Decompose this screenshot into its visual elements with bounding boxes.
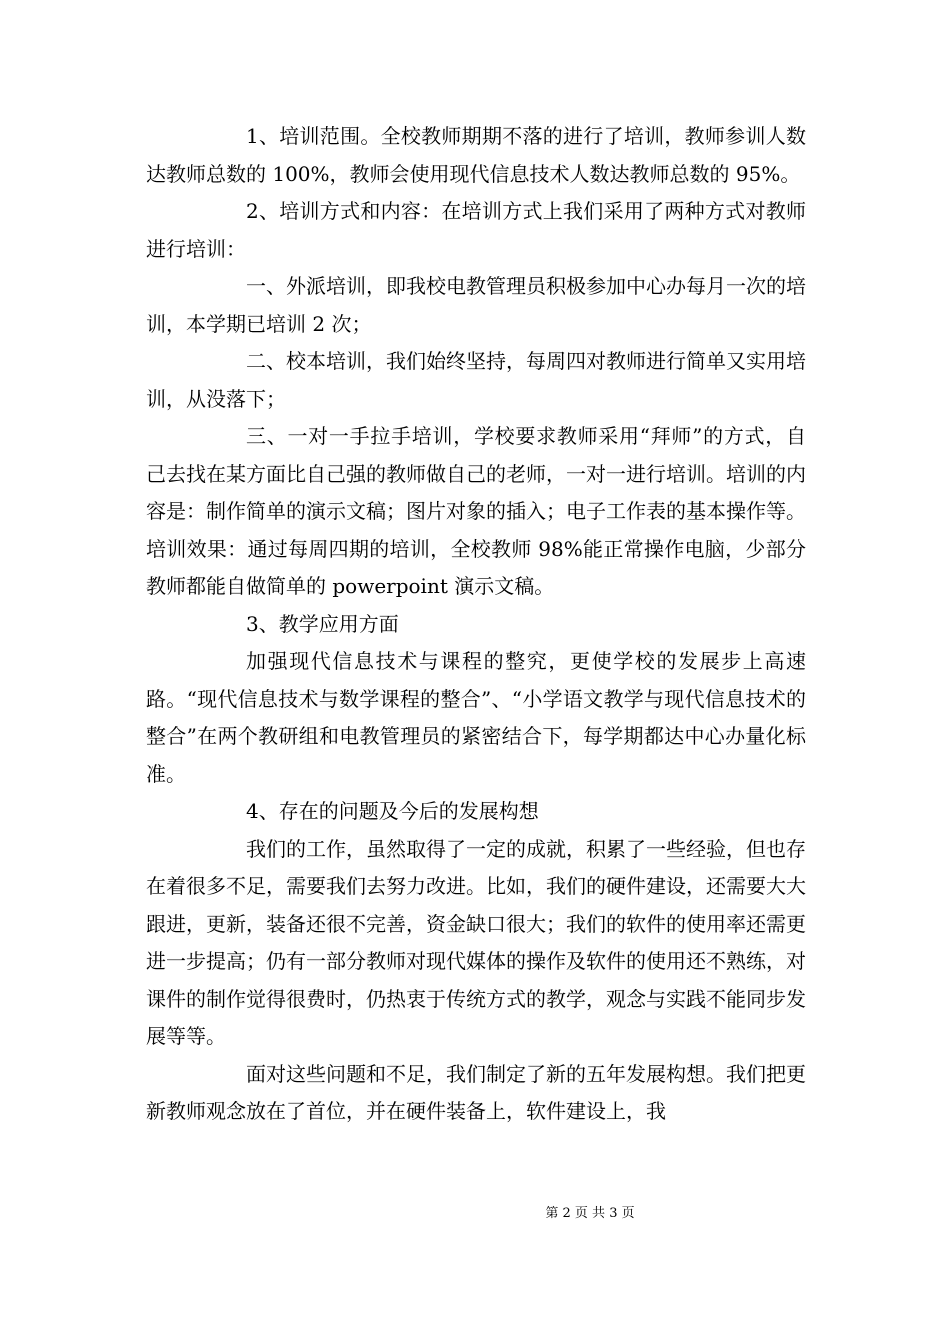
document-body <box>146 118 806 1131</box>
paragraph-training-scope: 1、培训范围。全校教师期期不落的进行了培训，教师参训人数达教师总数的 100%，教师会使用现代信息技术人数达教师总数的 95%。 <box>146 124 806 186</box>
paragraph-existing-problems: 我们的工作，虽然取得了一定的成就，积累了一些经验，但也存在着很多不足，需要我们去努力改进。比如，我们的硬件建设，还需要大大跟进，更新，装备还很不完善，资金缺口很大；我们的软件的使用率还需更进一步提高；仍有一部分教师对现代媒体的操作及软件的使用还不熟练，对课件的制作觉得很费时，仍热衷于传统方式的教学，观念与实践不能同步发展等等。 <box>146 836 806 1048</box>
heading-teaching-application: 3、教学应用方面 <box>246 611 399 636</box>
paragraph-five-year-plan: 面对这些问题和不足，我们制定了新的五年发展构想。我们把更新教师观念放在了首位，并在硬件装备上，软件建设上，我 <box>146 1061 806 1123</box>
page-indicator: 第 2 页 共 3 页 <box>545 1206 635 1221</box>
paragraph-one-on-one-training: 三、一对一手拉手培训，学校要求教师采用“拜师”的方式，自己去找在某方面比自己强的教师做自己的老师，一对一进行培训。培训的内容是：制作简单的演示文稿；图片对象的插入；电子工作表的基本操作等。培训效果：通过每周四期的培训，全校教师 98%能正常操作电脑，少部分教师都能自做简单的 powerpoint 演示文稿。 <box>146 424 806 598</box>
paragraph-curriculum-integration: 加强现代信息技术与课程的整究，更使学校的发展步上高速路。“现代信息技术与数学课程的整合”、“小学语文教学与现代信息技术的整合”在两个教研组和电教管理员的紧密结合下，每学期都达中心办量化标准。 <box>146 649 806 786</box>
paragraph-external-training: 一、外派培训，即我校电教管理员积极参加中心办每月一次的培训，本学期已培训 2 次； <box>146 274 806 336</box>
paragraph-school-training: 二、校本培训，我们始终坚持，每周四对教师进行简单又实用培训，从没落下； <box>146 349 806 411</box>
heading-problems-and-plans: 4、存在的问题及今后的发展构想 <box>246 799 539 823</box>
page-footer <box>0 1204 950 1224</box>
paragraph-training-methods: 2、培训方式和内容：在培训方式上我们采用了两种方式对教师进行培训： <box>146 199 806 261</box>
